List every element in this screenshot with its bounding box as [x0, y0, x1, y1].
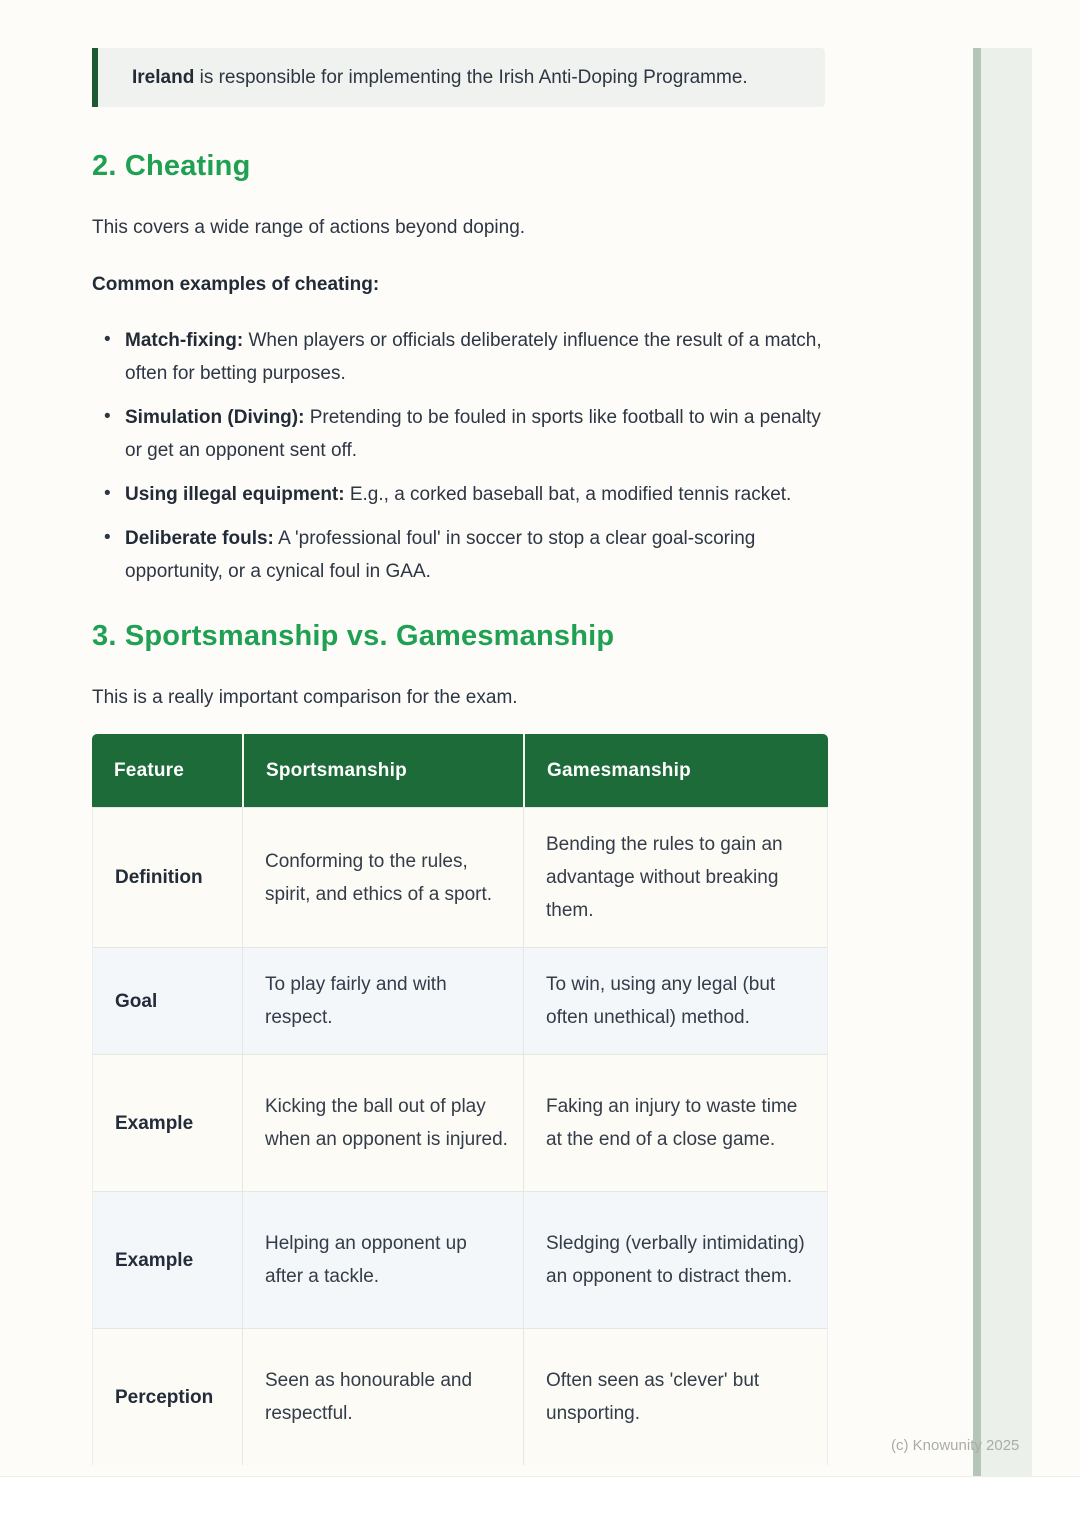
callout-term: Ireland [132, 67, 195, 88]
notes-content [92, 48, 825, 1465]
comparison-table [92, 734, 828, 1465]
bullet-text: A 'professional foul' in soccer to stop a clear goal-scoring opportunity, or a cynical foul in GAA. [125, 528, 756, 582]
cell-sportsmanship: Conforming to the rules, spirit, and ethics of a sport. [242, 807, 523, 947]
bullet-item-illegal-equipment [125, 478, 825, 511]
cell-feature: Example [92, 1191, 242, 1328]
bullet-text: E.g., a corked baseball bat, a modified tennis racket. [344, 484, 792, 505]
comparison-intro-paragraph: This is a really important comparison for the exam. [92, 687, 518, 708]
table-header-sportsmanship: Sportsmanship [242, 734, 523, 807]
section-heading-sportsmanship: 3. Sportsmanship vs. Gamesmanship [92, 620, 615, 652]
bullet-item-match-fixing [125, 324, 825, 390]
cell-feature: Definition [92, 807, 242, 947]
bullet-item-deliberate-fouls [125, 522, 825, 588]
cell-sportsmanship: Kicking the ball out of play when an opponent is injured. [242, 1054, 523, 1191]
table-header-feature: Feature [92, 734, 242, 807]
bullet-term: Using illegal equipment: [125, 484, 345, 505]
cheating-intro-paragraph: This covers a wide range of actions beyond doping. [92, 217, 526, 238]
cheating-bullet-list [92, 324, 825, 588]
bullet-term: Deliberate fouls: [125, 528, 274, 549]
callout-box [92, 48, 825, 107]
bullet-text: When players or officials deliberately influence the result of a match, often for betting purposes. [125, 330, 822, 384]
callout-text: is responsible for implementing the Irish Anti-Doping Programme. [194, 67, 748, 88]
bullet-term: Match-fixing: [125, 330, 244, 351]
bullet-term: Simulation (Diving): [125, 407, 305, 428]
page-edge-strip [973, 48, 1032, 1477]
cell-feature: Goal [92, 947, 242, 1054]
table-row-definition [92, 807, 828, 947]
table-row-example-2 [92, 1191, 828, 1328]
table-header-gamesmanship: Gamesmanship [523, 734, 828, 807]
table-row-perception [92, 1328, 828, 1465]
cell-gamesmanship: Bending the rules to gain an advantage without breaking them. [523, 807, 828, 947]
section-heading-cheating: 2. Cheating [92, 150, 251, 182]
cell-gamesmanship: Often seen as 'clever' but unsporting. [523, 1328, 828, 1465]
bullet-text: Pretending to be fouled in sports like football to win a penalty or get an opponent sent off. [125, 407, 821, 461]
cell-sportsmanship: To play fairly and with respect. [242, 947, 523, 1054]
table-row-example-1 [92, 1054, 828, 1191]
cell-gamesmanship: Faking an injury to waste time at the end of a close game. [523, 1054, 828, 1191]
cell-sportsmanship: Helping an opponent up after a tackle. [242, 1191, 523, 1328]
common-examples-label: Common examples of cheating: [92, 274, 380, 295]
cell-gamesmanship: Sledging (verbally intimidating) an opponent to distract them. [523, 1191, 828, 1328]
cell-sportsmanship: Seen as honourable and respectful. [242, 1328, 523, 1465]
cell-gamesmanship: To win, using any legal (but often unethical) method. [523, 947, 828, 1054]
copyright-watermark: (c) Knowunity 2025 [891, 1437, 1020, 1454]
cell-feature: Example [92, 1054, 242, 1191]
cell-feature: Perception [92, 1328, 242, 1465]
table-row-goal [92, 947, 828, 1054]
bullet-item-simulation [125, 401, 825, 467]
table-header-row [92, 734, 828, 807]
